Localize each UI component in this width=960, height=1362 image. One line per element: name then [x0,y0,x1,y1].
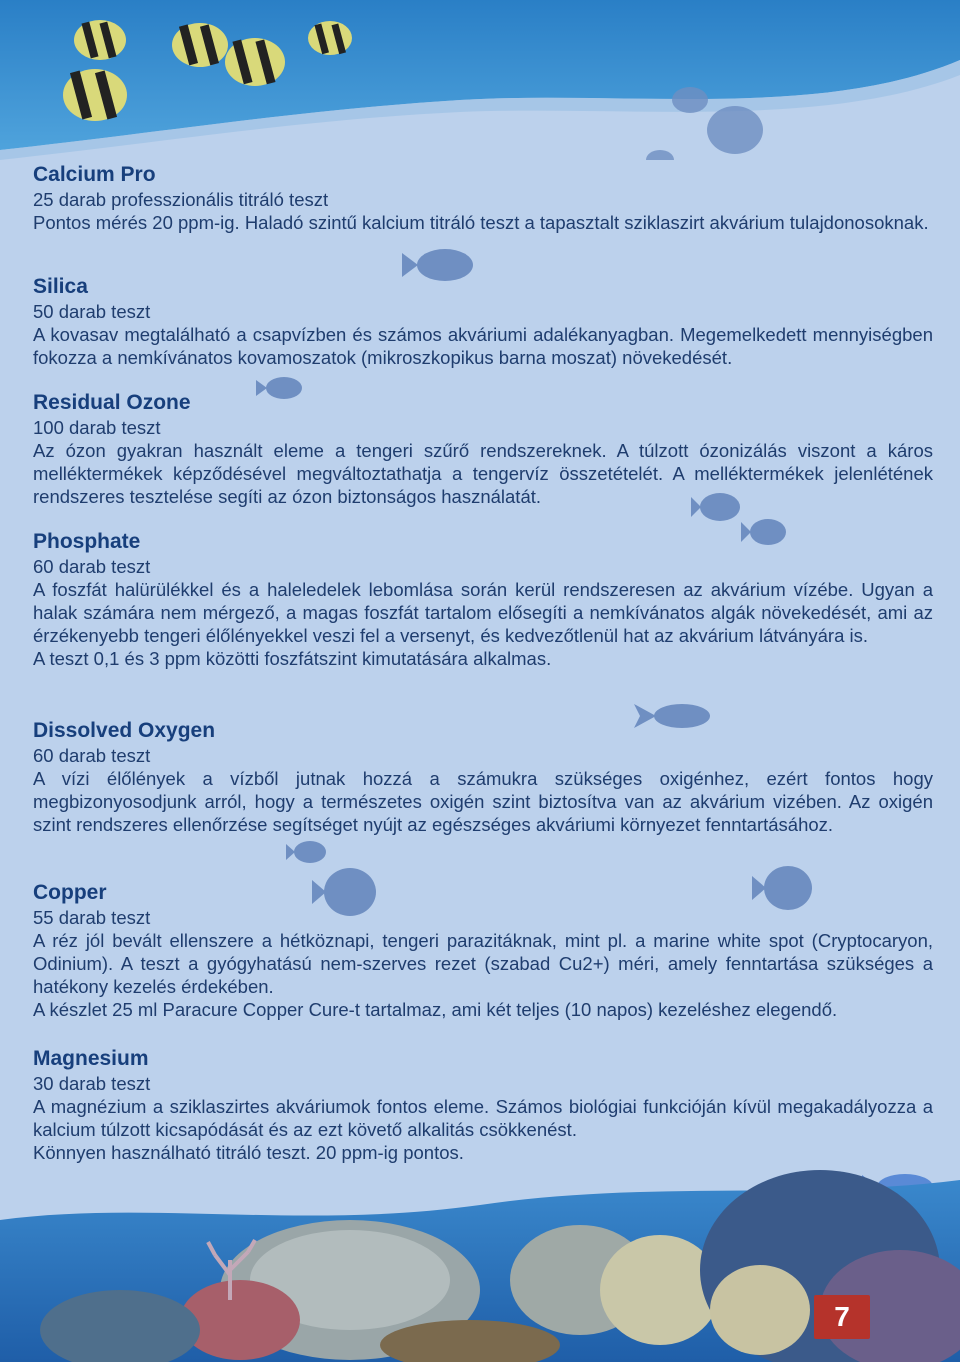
section-title: Residual Ozone [33,391,191,414]
section-copper [33,880,933,1021]
section-text: A magnézium a sziklaszirtes akváriumok fontos eleme. Számos biológiai funkcióján kívül megakadályozza a kalcium túlzott kicsapódását és az ezt követő alkalitás csökkenést. [33,1096,933,1140]
section-title: Dissolved Oxygen [33,719,216,742]
butterflyfish-icon [225,38,285,86]
test-count: 30 darab teszt [33,1073,151,1094]
ocean-banner-image [0,0,960,160]
butterflyfish-icon [63,69,127,121]
butterflyfish-icon [172,23,228,67]
section-dissolved-oxygen [33,718,933,836]
test-count: 60 darab teszt [33,745,151,766]
section-text: A foszfát halürülékkel és a haleledelek lebomlása során kerül rendszeresen az akvárium vízébe. Ugyan a halak számára nem mérgező, a magas foszfát tartalom elősegíti a nemkívánatos algák növekedését, ami az érzékenyebb tengeri élőlényekkel veszi fel a versenyt, és kedvezőtlenül hat az akvárium látványára is. [33,579,933,646]
test-count: 60 darab teszt [33,556,151,577]
section-silica [33,274,933,369]
test-count: 50 darab teszt [33,301,151,322]
section-title: Phosphate [33,530,141,553]
section-title: Silica [33,275,88,298]
test-count: 55 darab teszt [33,907,151,928]
section-text: Az ózon gyakran használt eleme a tengeri szűrő rendszereknek. A túlzott ózonizálás viszont a káros melléktermékek képződésével megváltoztathatja a tengervíz összetételét. A melléktermékek jelenlétének rendszeres tesztelése segíti az ózon biztonságos használatát. [33,440,933,507]
page-number-badge: 7 [814,1295,870,1339]
section-title: Calcium Pro [33,163,156,186]
test-count: 100 darab teszt [33,417,161,438]
section-magnesium [33,1046,933,1164]
section-text: Pontos mérés 20 ppm-ig. Haladó szintű kalcium titráló teszt a tapasztalt sziklaszirt akvárium tulajdonosoknak. [33,212,929,233]
section-text: A réz jól bevált ellenszere a hétköznapi, tengeri parazitáknak, mint pl. a marine white spot (Cryptocaryon, Odinium). A teszt a gyógyhatású nem-szerves rezet (szabad Cu2+) méri, amely fenntartása szükséges a hatékony kezelés érdekében. [33,930,933,997]
section-text-extra: A készlet 25 ml Paracure Copper Cure-t tartalmaz, ami két teljes (10 napos) kezeléshez elegendő. [33,999,838,1020]
section-text: A vízi élőlények a vízből jutnak hozzá a számukra szükséges oxigénhez, ezért fontos hogy megbizonyosodjunk arról, hogy a természetes oxigén szint biztosítva van az akvárium vizében. Az oxigén szint rendszeres ellenőrzése segítséget nyújt az egészséges akváriumi környezet fenntartásához. [33,768,933,835]
section-text-extra: Könnyen használható titráló teszt. 20 ppm-ig pontos. [33,1142,464,1163]
section-title: Magnesium [33,1047,149,1070]
butterflyfish-icon [308,21,352,55]
test-count: 25 darab professzionális titráló teszt [33,189,329,210]
section-text-extra: A teszt 0,1 és 3 ppm közötti foszfátszint kimutatására alkalmas. [33,648,552,669]
section-calcium-pro [33,162,929,234]
section-title: Copper [33,881,107,904]
section-phosphate [33,529,933,670]
butterflyfish-icon [74,20,126,60]
section-text: A kovasav megtalálható a csapvízben és számos akváriumi adalékanyagban. Megemelkedett mennyiségben fokozza a nemkívánatos kovamoszatok (mikroszkopikus barna moszat) növekedését. [33,324,933,368]
section-residual-ozone [33,390,933,508]
